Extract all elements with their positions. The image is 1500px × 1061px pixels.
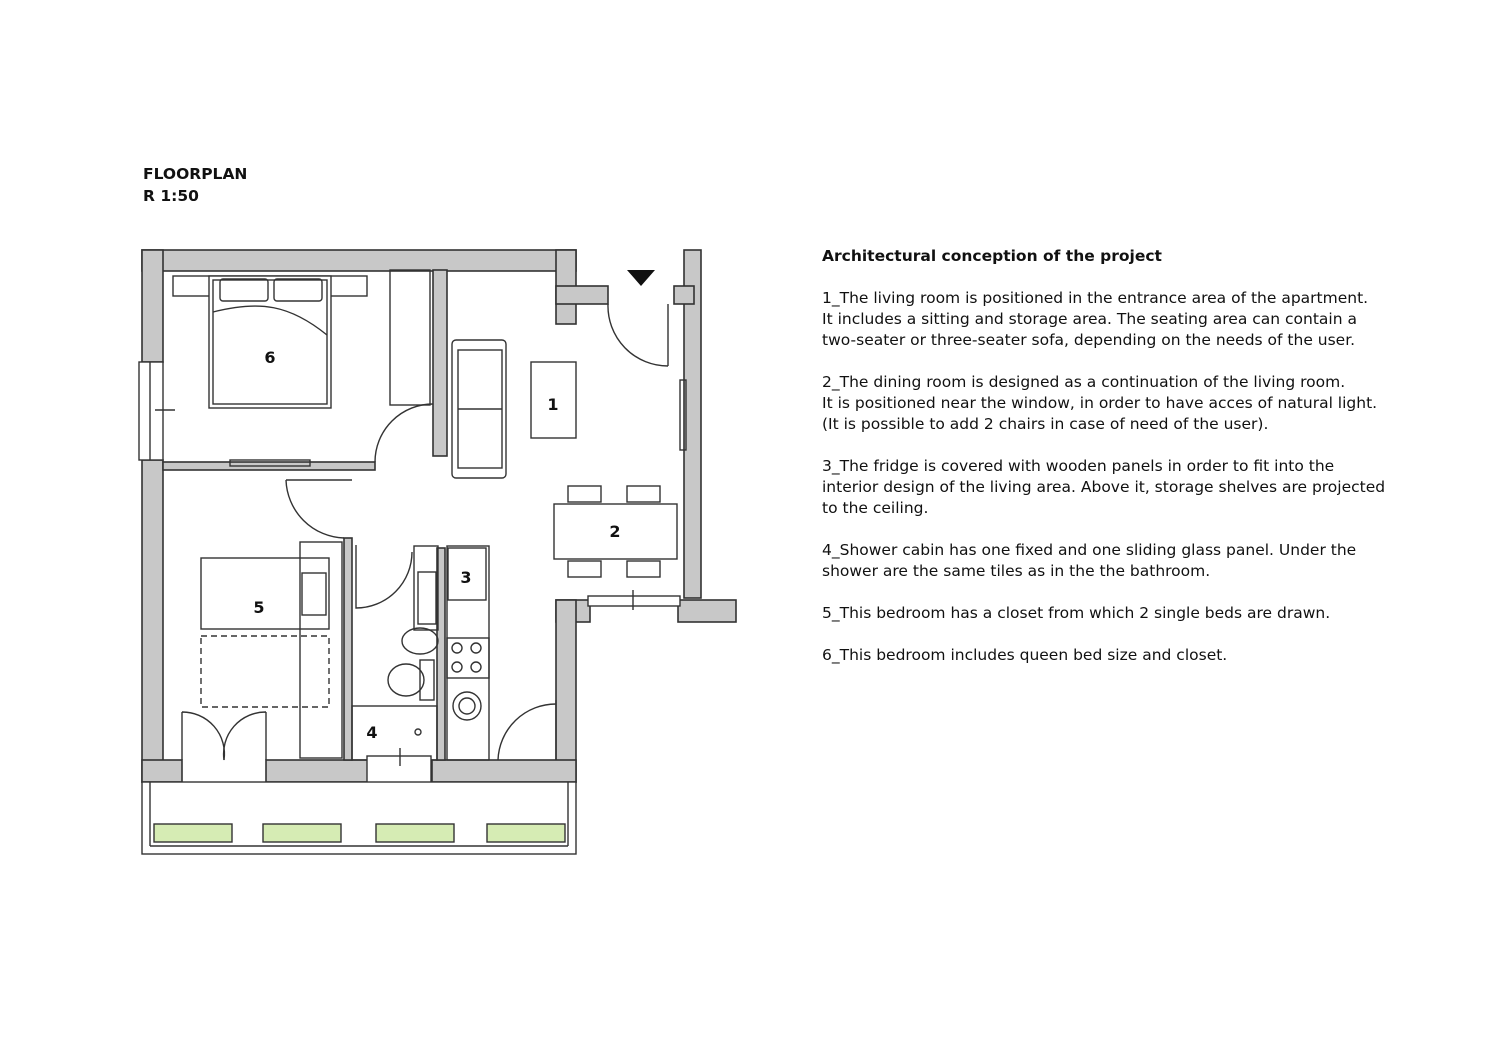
description-line: 6_This bedroom includes queen bed size and closet. (822, 646, 1228, 664)
description-line: (It is possible to add 2 chairs in case of need of the user). (822, 415, 1269, 433)
wall-top (142, 250, 576, 271)
burner-2 (471, 643, 481, 653)
door-kitchen-balcony (498, 704, 556, 760)
partition-living (433, 270, 447, 456)
partition-bath-left (344, 538, 352, 760)
closet-5 (300, 542, 342, 758)
description-paragraph-5 (822, 603, 1462, 624)
shower-drain (415, 729, 421, 735)
description-line: 5_This bedroom has a closet from which 2 single beds are drawn. (822, 604, 1331, 622)
wall-right-bottom (678, 600, 736, 622)
plan-title: FLOORPLAN (143, 165, 248, 183)
chair-4 (627, 561, 660, 577)
shower-cabin (352, 706, 437, 760)
room-label-3: 3 (460, 568, 472, 587)
door-bedroom6 (375, 404, 433, 462)
description-line: 2_The dining room is designed as a continuation of the living room. (822, 373, 1346, 391)
description-paragraph-3 (822, 456, 1462, 519)
bed-single-drawn (201, 636, 329, 707)
description-heading: Architectural conception of the project (822, 247, 1162, 265)
planter-1 (154, 824, 232, 842)
door-bedroom5-balcony-right (224, 712, 266, 760)
description-line: shower are the same tiles as in the the bathroom. (822, 562, 1211, 580)
planter-3 (376, 824, 454, 842)
bidet (402, 628, 438, 654)
door-bedroom5-balcony-left (182, 712, 224, 760)
description-line: It is positioned near the window, in order to have acces of natural light. (822, 394, 1378, 412)
description-paragraph-2 (822, 372, 1462, 435)
description-line: two-seater or three-seater sofa, depending on the needs of the user. (822, 331, 1356, 349)
planter-2 (263, 824, 341, 842)
entrance-arrow-icon (627, 270, 655, 286)
description-line: 1_The living room is positioned in the entrance area of the apartment. (822, 289, 1369, 307)
closet-side-6 (390, 270, 430, 405)
door-bedroom5 (286, 480, 344, 538)
wall-right-stub (674, 286, 694, 304)
room-label-6: 6 (264, 348, 276, 367)
description-line: interior design of the living area. Above it, storage shelves are projected (822, 478, 1386, 496)
kitchen-sink (453, 692, 481, 720)
burner-3 (452, 662, 462, 672)
door-bathroom (356, 545, 412, 608)
chair-1 (568, 486, 601, 502)
toilet-tank (420, 660, 434, 700)
burner-4 (471, 662, 481, 672)
project-description (822, 246, 1462, 687)
room-label-1: 1 (547, 395, 559, 414)
burner-1 (452, 643, 462, 653)
wall-left-lower (142, 460, 163, 782)
room-label-4: 4 (366, 723, 378, 742)
wall-bottom-2 (266, 760, 370, 782)
room-label-2: 2 (609, 522, 621, 541)
planter-4 (487, 824, 565, 842)
chair-3 (568, 561, 601, 577)
window-dining (588, 596, 680, 606)
description-line: It includes a sitting and storage area. The seating area can contain a (822, 310, 1357, 328)
wall-left-upper (142, 250, 163, 362)
room-label-5: 5 (253, 598, 265, 617)
wall-bottom-1 (142, 760, 182, 782)
description-paragraph-4 (822, 540, 1462, 582)
description-line: 4_Shower cabin has one fixed and one sliding glass panel. Under the (822, 541, 1357, 559)
description-line: to the ceiling. (822, 499, 929, 517)
bath-sink (418, 572, 436, 624)
queen-bed (209, 276, 331, 408)
description-paragraph-6 (822, 645, 1462, 666)
window-left (139, 362, 163, 460)
bed-single-fixed (201, 558, 329, 629)
toilet (388, 664, 424, 696)
openings-and-fixtures (139, 270, 686, 854)
description-line: 3_The fridge is covered with wooden panels in order to fit into the (822, 457, 1335, 475)
wall-bottom-3 (432, 760, 576, 782)
wall-lower-right (556, 600, 576, 782)
kitchen-sink-inner (459, 698, 475, 714)
balcony (142, 782, 576, 854)
plan-scale: R 1:50 (143, 187, 199, 205)
wall-entry-stub (556, 286, 608, 304)
chair-2 (627, 486, 660, 502)
closet-5-detail (302, 573, 326, 615)
description-paragraph-1 (822, 288, 1462, 351)
entrance-door-swing (608, 304, 668, 366)
